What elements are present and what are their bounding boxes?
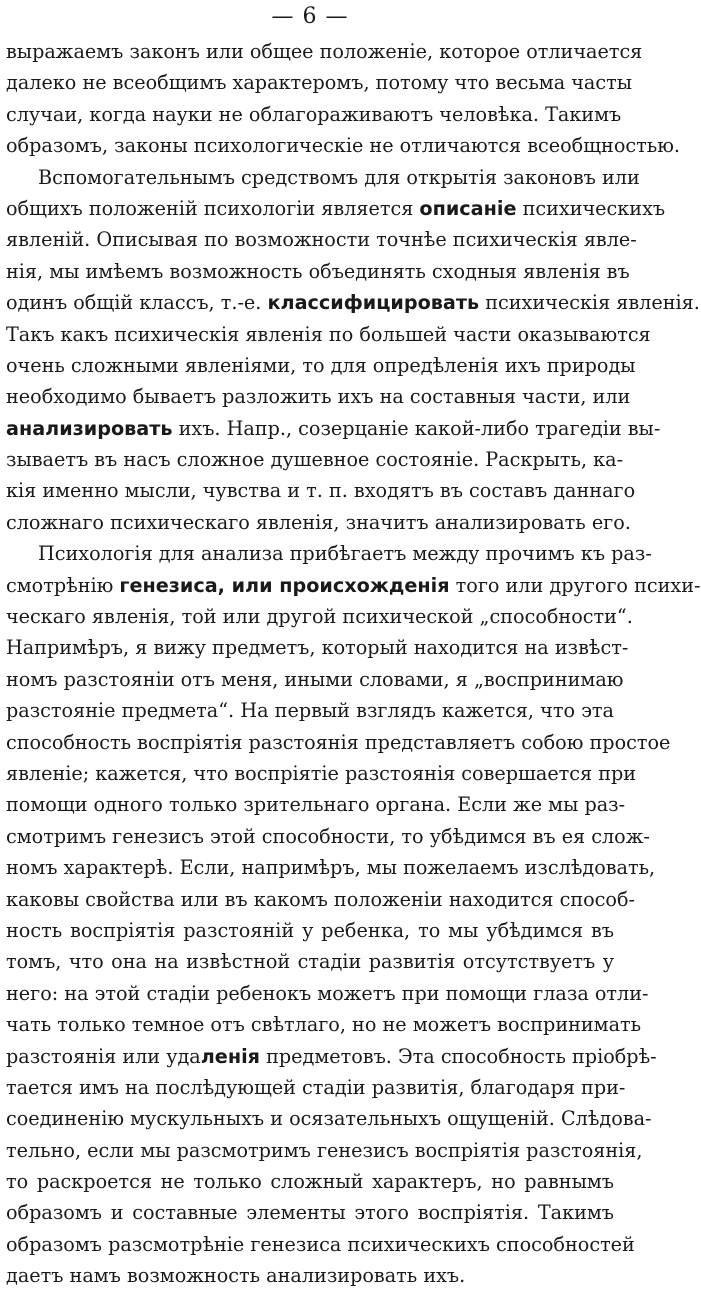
text-line [6, 99, 622, 130]
text-line [6, 978, 649, 1009]
text-line [6, 36, 643, 67]
page-number: — 6 — [271, 4, 349, 29]
text-segment: образомъ и составные элементы этого воспріятія. Такимъ [6, 1201, 614, 1225]
text-line [6, 601, 633, 632]
text-segment: него: на этой стадіи ребенокъ можетъ при помощи глаза отли- [6, 981, 649, 1005]
text-segment: ческаго явленія, той или другой психической „способности“. [6, 605, 633, 629]
text-segment: тельно, если мы разсмотримъ генезисъ воспріятія разстоянія, [6, 1138, 643, 1162]
text-line [6, 1135, 643, 1166]
text-segment: разстояніе предмета“. На первый взглядъ кажется, что эта [6, 699, 614, 723]
text-line [6, 1229, 635, 1260]
text-segment: помощи одного только зрительнаго органа. Если же мы раз- [6, 793, 626, 817]
bold-term: описаніе [419, 196, 517, 220]
text-segment: номъ разстояніи отъ меня, иными словами, я „воспринимаю [6, 667, 624, 691]
text-line [6, 915, 614, 946]
text-segment: далеко не всеобщимъ характеромъ, потому что весьма часты [6, 71, 633, 95]
text-line [6, 695, 614, 726]
text-line [6, 1166, 614, 1197]
text-line [6, 946, 614, 977]
text-line [6, 538, 652, 569]
text-line [6, 821, 650, 852]
text-line [6, 570, 701, 601]
text-line [6, 884, 636, 915]
bold-term: анализировать [6, 416, 173, 440]
text-line [6, 727, 671, 758]
text-line [6, 1103, 652, 1134]
text-segment: тается имъ на послѣдующей стадіи развитія, благодаря при- [6, 1075, 626, 1099]
text-segment: способность воспріятія разстоянія представляетъ собою простое [6, 730, 671, 754]
text-line [6, 444, 624, 475]
bold-term: ленія [200, 1044, 260, 1068]
text-segment: того или другого психи- [449, 573, 701, 597]
text-segment: выражаемъ законъ или общее положеніе, которое отличается [6, 40, 643, 63]
text-line [6, 789, 626, 820]
text-segment: образомъ, законы психологическіе не отличаются всеобщностью. [6, 134, 681, 158]
text-segment: каковы свойства или въ какомъ положеніи находится способ- [6, 887, 636, 911]
text-segment: смотримъ генезисъ этой способности, то убѣдимся въ ея слож- [6, 824, 650, 848]
text-line [6, 319, 651, 350]
text-line [6, 852, 656, 883]
text-segment: предметовъ. Эта способность пріобрѣ- [259, 1044, 657, 1068]
text-segment: Вспомогательнымъ средствомъ для открытія законовъ или [38, 165, 640, 189]
text-line [6, 67, 633, 98]
text-segment: чать только темное отъ свѣтлаго, но не можетъ воспринимать [6, 1013, 642, 1037]
bold-term: генезиса, или происхожденія [119, 573, 450, 597]
body-text [6, 36, 701, 1292]
text-segment: одинъ общій классъ, т.-е. [6, 291, 268, 315]
text-segment: зываетъ въ насъ сложное душевное состояніе. Раскрыть, ка- [6, 448, 624, 472]
text-line [6, 256, 630, 287]
text-segment: Напримѣръ, я вижу предметъ, который находится на извѣст- [6, 636, 629, 660]
text-segment: ихъ. Напр., созерцаніе какой-либо трагедіи вы- [172, 416, 661, 440]
text-segment: сложнаго психическаго явленія, значитъ анализировать его. [6, 510, 631, 534]
text-line [6, 162, 640, 193]
text-line [6, 664, 624, 695]
text-line [6, 130, 681, 161]
text-line [6, 350, 636, 381]
text-line [6, 1197, 614, 1228]
text-segment: психическія явленія. [479, 291, 700, 315]
text-segment: явленій. Описывая по возможности точнѣе психическія явле- [6, 228, 637, 252]
text-segment: очень сложными явленіями, то для опредѣленія ихъ природы [6, 353, 636, 377]
text-segment: номъ характерѣ. Если, напримѣръ, мы пожелаемъ изслѣдовать, [6, 856, 656, 880]
text-segment: Такъ какъ психическія явленія по большей части оказываются [6, 322, 651, 346]
text-segment: соединенію мускульныхъ и осязательныхъ ощущеній. Слѣдова- [6, 1107, 652, 1131]
text-segment: Психологія для анализа прибѣгаетъ между прочимъ къ раз- [38, 542, 652, 566]
text-segment: случаи, когда науки не облагораживаютъ человѣка. Такимъ [6, 102, 622, 126]
text-line [6, 1260, 614, 1291]
text-line [6, 381, 631, 412]
text-line [6, 632, 629, 663]
text-line [6, 475, 636, 506]
text-line [6, 193, 666, 224]
text-segment: даетъ намъ возможность анализировать ихъ. [6, 1264, 466, 1288]
text-segment: смотрѣнію [6, 573, 120, 597]
text-line [6, 758, 637, 789]
text-segment: явленіе; кажется, что воспріятіе разстоянія совершается при [6, 761, 637, 785]
text-segment: ность воспріятія разстояній у ребенка, то мы убѣдимся въ [6, 918, 614, 942]
text-line [6, 224, 637, 255]
text-segment: кія именно мысли, чувства и т. п. входятъ въ составъ даннаго [6, 479, 636, 503]
text-segment: нія, мы имѣемъ возможность объединять сходныя явленія въ [6, 259, 630, 283]
text-segment: томъ, что она на извѣстной стадіи развитія отсутствуетъ у [6, 950, 614, 974]
text-segment: необходимо бываетъ разложить ихъ на составныя части, или [6, 385, 631, 409]
text-line [6, 287, 700, 318]
text-line [6, 507, 631, 538]
text-line [6, 413, 661, 444]
text-segment: образомъ разсмотрѣніе генезиса психическихъ способностей [6, 1232, 635, 1256]
text-segment: разстоянія или уда [6, 1044, 201, 1068]
text-line [6, 1041, 657, 1072]
text-line [6, 1009, 642, 1040]
text-segment: психическихъ [516, 196, 666, 220]
text-segment: общихъ положеній психологіи является [6, 196, 420, 220]
bold-term: классифицировать [267, 291, 480, 315]
text-line [6, 1072, 626, 1103]
text-segment: то раскроется не только сложный характеръ, но равнымъ [6, 1170, 614, 1194]
